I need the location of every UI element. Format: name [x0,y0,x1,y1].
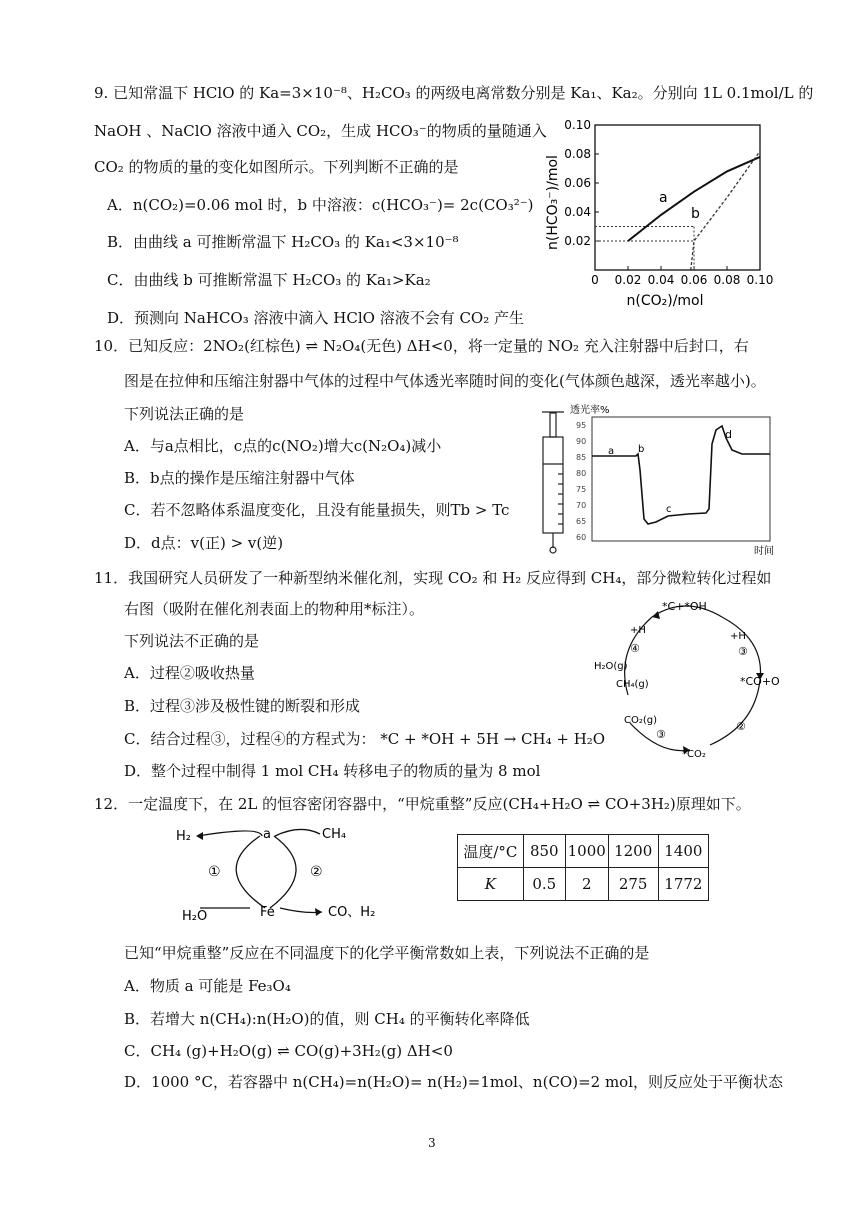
q9-series-b-line [691,151,760,270]
syringe-icon [542,412,564,553]
q11-step-3-top: ③ [738,645,748,658]
q12-stem-line1: 12．一定温度下，在 2L 的恒容密闭容器中，“甲烷重整”反应(CH₄+H₂O ⇌ CO+3H₂)原理如下。 [94,795,751,813]
table-row [458,835,709,868]
q11-option-a: A．过程②吸收热量 [124,664,255,682]
q9-y-tick-label: 0.04 [564,205,591,219]
svg-text:90: 90 [576,437,587,446]
q10-stem-line3: 下列说法正确的是 [124,405,245,423]
table-cell: 1772 [658,868,708,901]
q9-x-tick-label: 0.02 [614,273,642,287]
q9-stem-line2: NaOH 、NaClO 溶液中通入 CO₂，生成 HCO₃⁻的物质的量随通入 [94,122,547,140]
q12-option-b: B．若增大 n(CH₄):n(H₂O)的值，则 CH₄ 的平衡转化率降低 [124,1010,530,1028]
svg-text:95: 95 [576,421,587,430]
q11-step-3-bottom: ③ [656,728,666,741]
q10-stem-line2: 图是在拉伸和压缩注射器中气体的过程中气体透光率随时间的变化(气体颜色越深，透光率越小)。 [124,372,766,390]
q12-species-a: a [263,827,271,842]
q11-option-c: C．结合过程③，过程④的方程式为： *C + *OH + 5H → CH₄ + H₂O [124,730,606,748]
q10-point-a: a [608,446,615,457]
q10-stem-line1: 10．已知反应：2NO₂(红棕色) ⇌ N₂O₄(无色) ΔH<0，将一定量的 NO₂ 充入注射器中后封口，右 [94,337,749,355]
q11-label-plus-h-right: +H [730,631,746,642]
q10-option-c: C．若不忽略体系温度变化，且没有能量损失，则Tb > Tc [124,501,510,519]
q11-label-plus-h-left: +H [630,625,646,636]
q11-step-4: ④ [630,642,640,655]
q9-x-tick-label: 0.08 [713,273,741,287]
q12-species-ch4: CH₄ [322,827,347,842]
table-cell: 1200 [608,835,658,868]
q12-species-co-h2: CO、H₂ [328,905,376,920]
q9-y-tick-label: 0.02 [564,234,591,248]
q12-step-2: ② [310,864,323,880]
table-cell: 1400 [658,835,708,868]
q11-species-co-o: *CO+O [740,675,780,688]
q12-note: 已知“甲烷重整”反应在不同温度下的化学平衡常数如上表，下列说法不正确的是 [124,944,650,962]
table-cell: K [458,868,524,901]
q9-y-tick-label: 0.08 [564,147,591,161]
table-cell: 0.5 [523,868,565,901]
q11-species-co2-adsorbed: *CO₂ [682,749,706,760]
q11-species-c-oh: *C+*OH [662,600,707,613]
q10-figure [528,404,778,556]
q9-stem-line1: 9. 已知常温下 HClO 的 Ka=3×10⁻⁸、H₂CO₃ 的两级电离常数分别是 Ka₁、Ka₂。分别向 1L 0.1mol/L 的 [94,84,814,102]
q10-point-b: b [638,444,645,455]
svg-text:80: 80 [576,469,587,478]
q9-x-tick-label: 0.10 [746,273,774,287]
q9-stem-line3: CO₂ 的物质的量的变化如图所示。下列判断不正确的是 [94,158,459,176]
q9-series-label-a: a [659,190,668,206]
q11-stem-line3: 下列说法不正确的是 [124,632,260,650]
page-number: 3 [428,1136,436,1150]
table-cell: 温度/°C [458,835,524,868]
q10-option-d: D．d点：v(正) > v(逆) [124,534,284,552]
q10-option-b: B．b点的操作是压缩注射器中气体 [124,469,355,487]
q9-option-a: A．n(CO₂)=0.06 mol 时，b 中溶液：c(HCO₃⁻)= 2c(CO₃²⁻) [107,196,534,214]
q11-species-ch4: CH₄(g) [616,679,649,690]
table-row [458,868,709,901]
q12-species-h2: H₂ [176,829,191,844]
table-cell: 850 [523,835,565,868]
q11-stem-line1: 11．我国研究人员研发了一种新型纳米催化剂，实现 CO₂ 和 H₂ 反应得到 CH₄，部分微粒转化过程如 [94,569,772,587]
q12-option-d: D．1000 °C，若容器中 n(CH₄)=n(H₂O)= n(H₂)=1mol、n(CO)=2 mol，则反应处于平衡状态 [124,1073,784,1091]
q12-option-c: C．CH₄ (g)+H₂O(g) ⇌ CO(g)+3H₂(g) ΔH<0 [124,1042,453,1060]
q12-step-1: ① [208,864,221,880]
q9-chart-ylabel: n(HCO₃⁻)/mol [545,155,561,250]
q9-series-label-b: b [691,206,700,222]
svg-text:85: 85 [576,453,587,462]
q10-point-c: c [666,504,672,515]
q10-point-d: d [725,428,732,441]
q11-stem-line2: 右图（吸附在催化剂表面上的物种用*标注）。 [124,600,425,618]
q12-species-fe: Fe [260,905,275,920]
q9-x-tick-label: 0.04 [647,273,675,287]
q9-chart [535,110,775,315]
svg-text:75: 75 [576,485,587,494]
q9-x-tick-label: 0 [591,273,599,287]
table-cell: 1000 [565,835,608,868]
q9-plot-frame [595,125,760,270]
table-cell: 2 [565,868,608,901]
q9-option-d: D．预测向 NaHCO₃ 溶液中滴入 HClO 溶液不会有 CO₂ 产生 [107,309,525,327]
q9-option-b: B．由曲线 a 可推断常温下 H₂CO₃ 的 Ka₁<3×10⁻⁸ [107,233,459,251]
svg-text:65: 65 [576,517,587,526]
q10-transmittance-curve [592,426,770,524]
q9-x-tick-label: 0.06 [680,273,708,287]
svg-text:70: 70 [576,501,587,510]
q10-graph-xlabel: 时间 [754,546,774,556]
q10-graph-ylabel: 透光率% [570,405,610,416]
q12-option-a: A．物质 a 可能是 Fe₃O₄ [124,977,291,995]
q12-species-h2o: H₂O [182,909,208,924]
q9-chart-xlabel: n(CO₂)/mol [626,293,704,309]
table-cell: 275 [608,868,658,901]
q9-option-c: C．由曲线 b 可推断常温下 H₂CO₃ 的 Ka₁>Ka₂ [107,271,431,289]
q11-step-2: ② [736,720,746,733]
q11-species-co2g: CO₂(g) [624,715,658,726]
q11-option-b: B．过程③涉及极性键的断裂和形成 [124,697,361,715]
q10-option-a: A．与a点相比，c点的c(NO₂)增大c(N₂O₄)减小 [124,437,442,455]
q11-species-h2o: H₂O(g) [594,661,628,672]
q12-cycle-diagram [170,820,410,924]
q11-cycle-diagram [590,595,785,765]
q12-equilibrium-table [457,834,709,901]
q11-option-d: D．整个过程中制得 1 mol CH₄ 转移电子的物质的量为 8 mol [124,762,541,780]
q9-y-tick-label: 0.10 [564,118,591,132]
q9-y-tick-label: 0.06 [564,176,591,190]
svg-text:60: 60 [576,533,587,542]
